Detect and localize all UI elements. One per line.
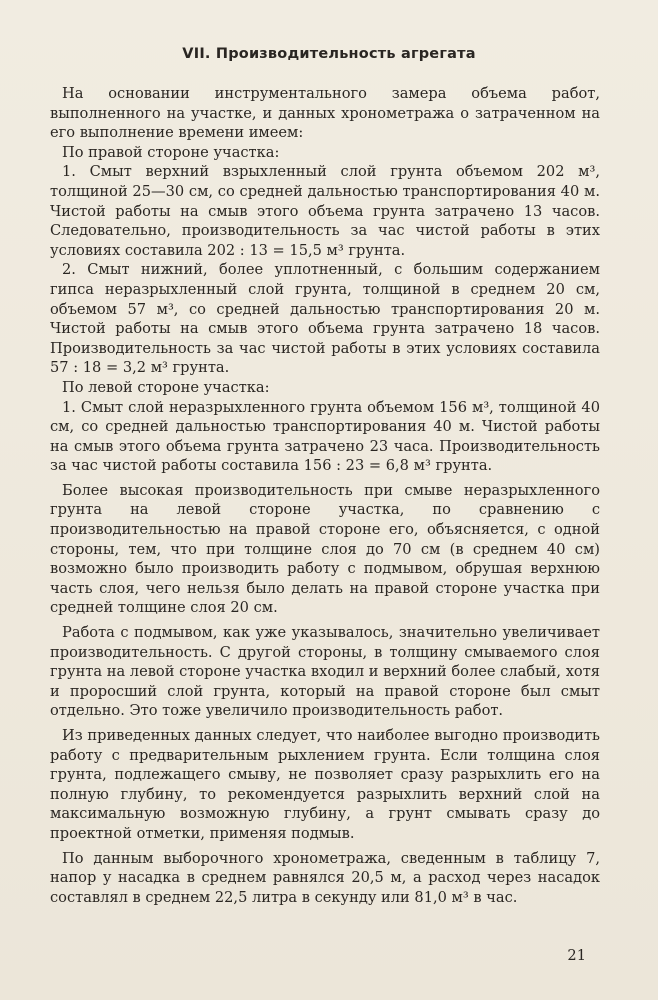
paragraph-undercut: Работа с подмывом, как уже указывалось, значительно увеличивает производительность. С другой стороны, в толщину смываемого слоя грунта на левой стороне участка входил и верхний более слабый, хотя и проросший слой грунта, который на правой стороне был смыт отдельно. Это тоже увеличило производительность работ.: [50, 624, 600, 720]
paragraph-left-item-1: 1. Смыт слой неразрыхленного грунта объемом 156 м³, толщиной 40 см, со средней дальностью транспортирования 40 м. Чистой работы на смыв этого объема грунта затрачено 23 часа. Производительность за час чистой работы составила 156 : 23 = 6,8 м³ грунта.: [50, 398, 600, 475]
paragraph-right-item-2: 2. Смыт нижний, более уплотненный, с большим содержанием гипса неразрыхленный слой грунта, толщиной в среднем 20 см, объемом 57 м³, со средней дальностью транспортирования 20 м. Чистой работы на смыв этого объема грунта затрачено 18 часов. Производительность за час чистой работы в этих условиях составила 57 : 18 = 3,2 м³ грунта.: [50, 261, 600, 377]
paragraph-timing: По данным выборочного хронометража, сведенным в таблицу 7, напор у насадка в среднем равнялся 20,5 м, а расход через насадок составлял в среднем 22,5 литра в секунду или 81,0 м³ в час.: [50, 849, 600, 906]
paragraph-conclusion: Из приведенных данных следует, что наиболее выгодно производить работу с предварительным рыхлением грунта. Если толщина слоя грунта, подлежащего смыву, не позволяет сразу разрыхлить его на полную глубину, то рекомендуется разрыхлить верхний слой на максимальную возможную глубину, а грунт смывать сразу до проектной отметки, применяя подмыв.: [50, 727, 600, 842]
paragraph-left-side-label: По левой стороне участка:: [62, 378, 270, 396]
page-number: 21: [567, 947, 586, 964]
section-heading: VII. Производительность агрегата: [182, 46, 476, 62]
page-body: [50, 84, 600, 907]
paragraph-right-item-1: 1. Смыт верхний взрыхленный слой грунта объемом 202 м³, толщиной 25—30 см, со средней дальностью транспортирования 40 м. Чистой работы на смыв этого объема грунта затрачено 13 часов. Следовательно, производительность за час чистой работы в этих условиях составила 202 : 13 = 15,5 м³ грунта.: [50, 163, 600, 259]
paragraph-right-side-label: По правой стороне участка:: [62, 143, 280, 161]
paragraph-intro: На основании инструментального замера объема работ, выполненного на участке, и данных хронометража о затраченном на его выполнение времени имеем:: [50, 85, 600, 142]
paragraph-comparison: Более высокая производительность при смыве неразрыхленного грунта на левой стороне участка, по сравнению с производительностью на правой стороне его, объясняется, с одной стороны, тем, что при толщине слоя до 70 см (в среднем 40 см) возможно было производить работу с подмывом, обрушая верхнюю часть слоя, чего нельзя было делать на правой стороне участка при средней толщине слоя 20 см.: [50, 481, 600, 617]
